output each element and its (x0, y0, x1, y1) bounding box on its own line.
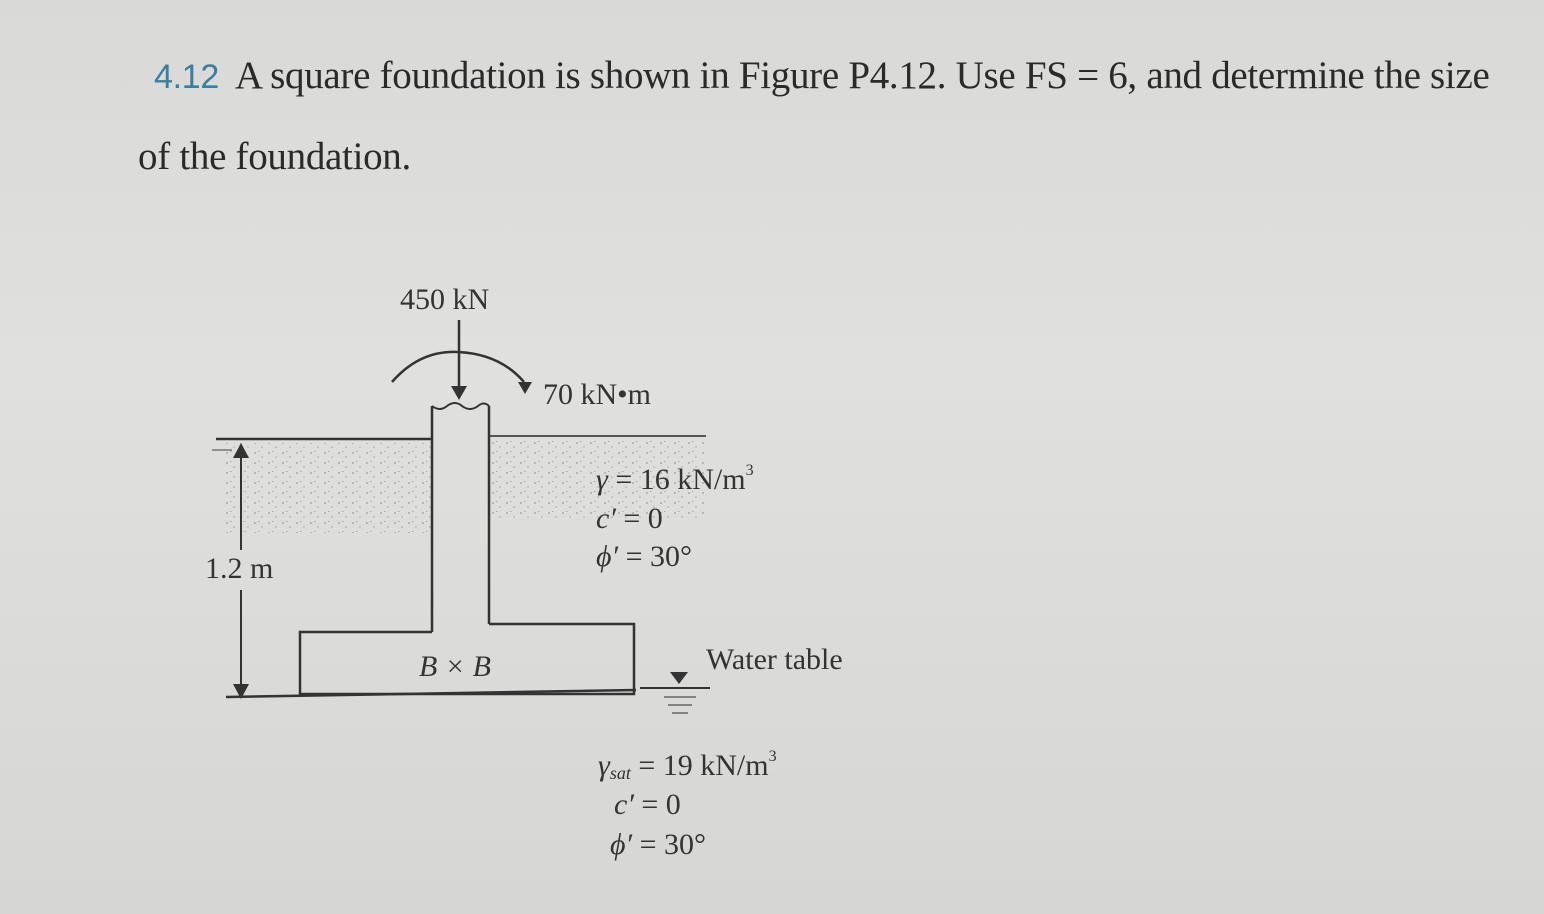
upper-soil-gamma (596, 462, 754, 497)
problem-number: 4.12 (154, 58, 219, 96)
column-break-line (432, 403, 489, 409)
lower-phi-symbol: ϕ′ (610, 828, 633, 861)
upper-c-symbol: c′ (596, 502, 616, 535)
lower-gamma-symbol: γ (598, 749, 610, 782)
load-label: 450 kN (400, 283, 490, 316)
footing-size-label: B × B (419, 650, 491, 683)
upper-c-value: = 0 (623, 502, 663, 535)
upper-phi-symbol: ϕ′ (596, 540, 619, 573)
lower-c-symbol: c′ (614, 788, 634, 821)
lower-gamma-value: = 19 kN/m (638, 749, 769, 782)
lower-soil-cohesion (614, 788, 681, 822)
lower-soil-gamma (598, 748, 777, 784)
lower-phi-value: = 30° (639, 828, 707, 861)
lower-soil-friction (610, 828, 706, 862)
lower-c-value: = 0 (641, 788, 681, 821)
problem-text: A square foundation is shown in Figure P4.12. Use FS = 6, and determine the size of the foundation. (138, 54, 1490, 178)
moment-label: 70 kN•m (543, 378, 652, 411)
upper-soil-friction (596, 540, 692, 574)
lower-gamma-subscript: sat (609, 763, 631, 783)
water-table-triangle (670, 672, 688, 684)
upper-soil-cohesion (596, 502, 663, 536)
upper-phi-value: = 30° (625, 540, 693, 573)
upper-gamma-value: = 16 kN/m (615, 463, 746, 496)
depth-label: 1.2 m (205, 552, 274, 585)
lower-gamma-exponent: 3 (768, 748, 777, 765)
upper-gamma-exponent: 3 (745, 462, 754, 479)
load-arrow-head (451, 386, 467, 400)
soil-hatch-left (222, 443, 432, 533)
upper-gamma-symbol: γ (596, 463, 608, 496)
water-table-label: Water table (706, 643, 843, 676)
moment-arrow-head (518, 382, 532, 394)
